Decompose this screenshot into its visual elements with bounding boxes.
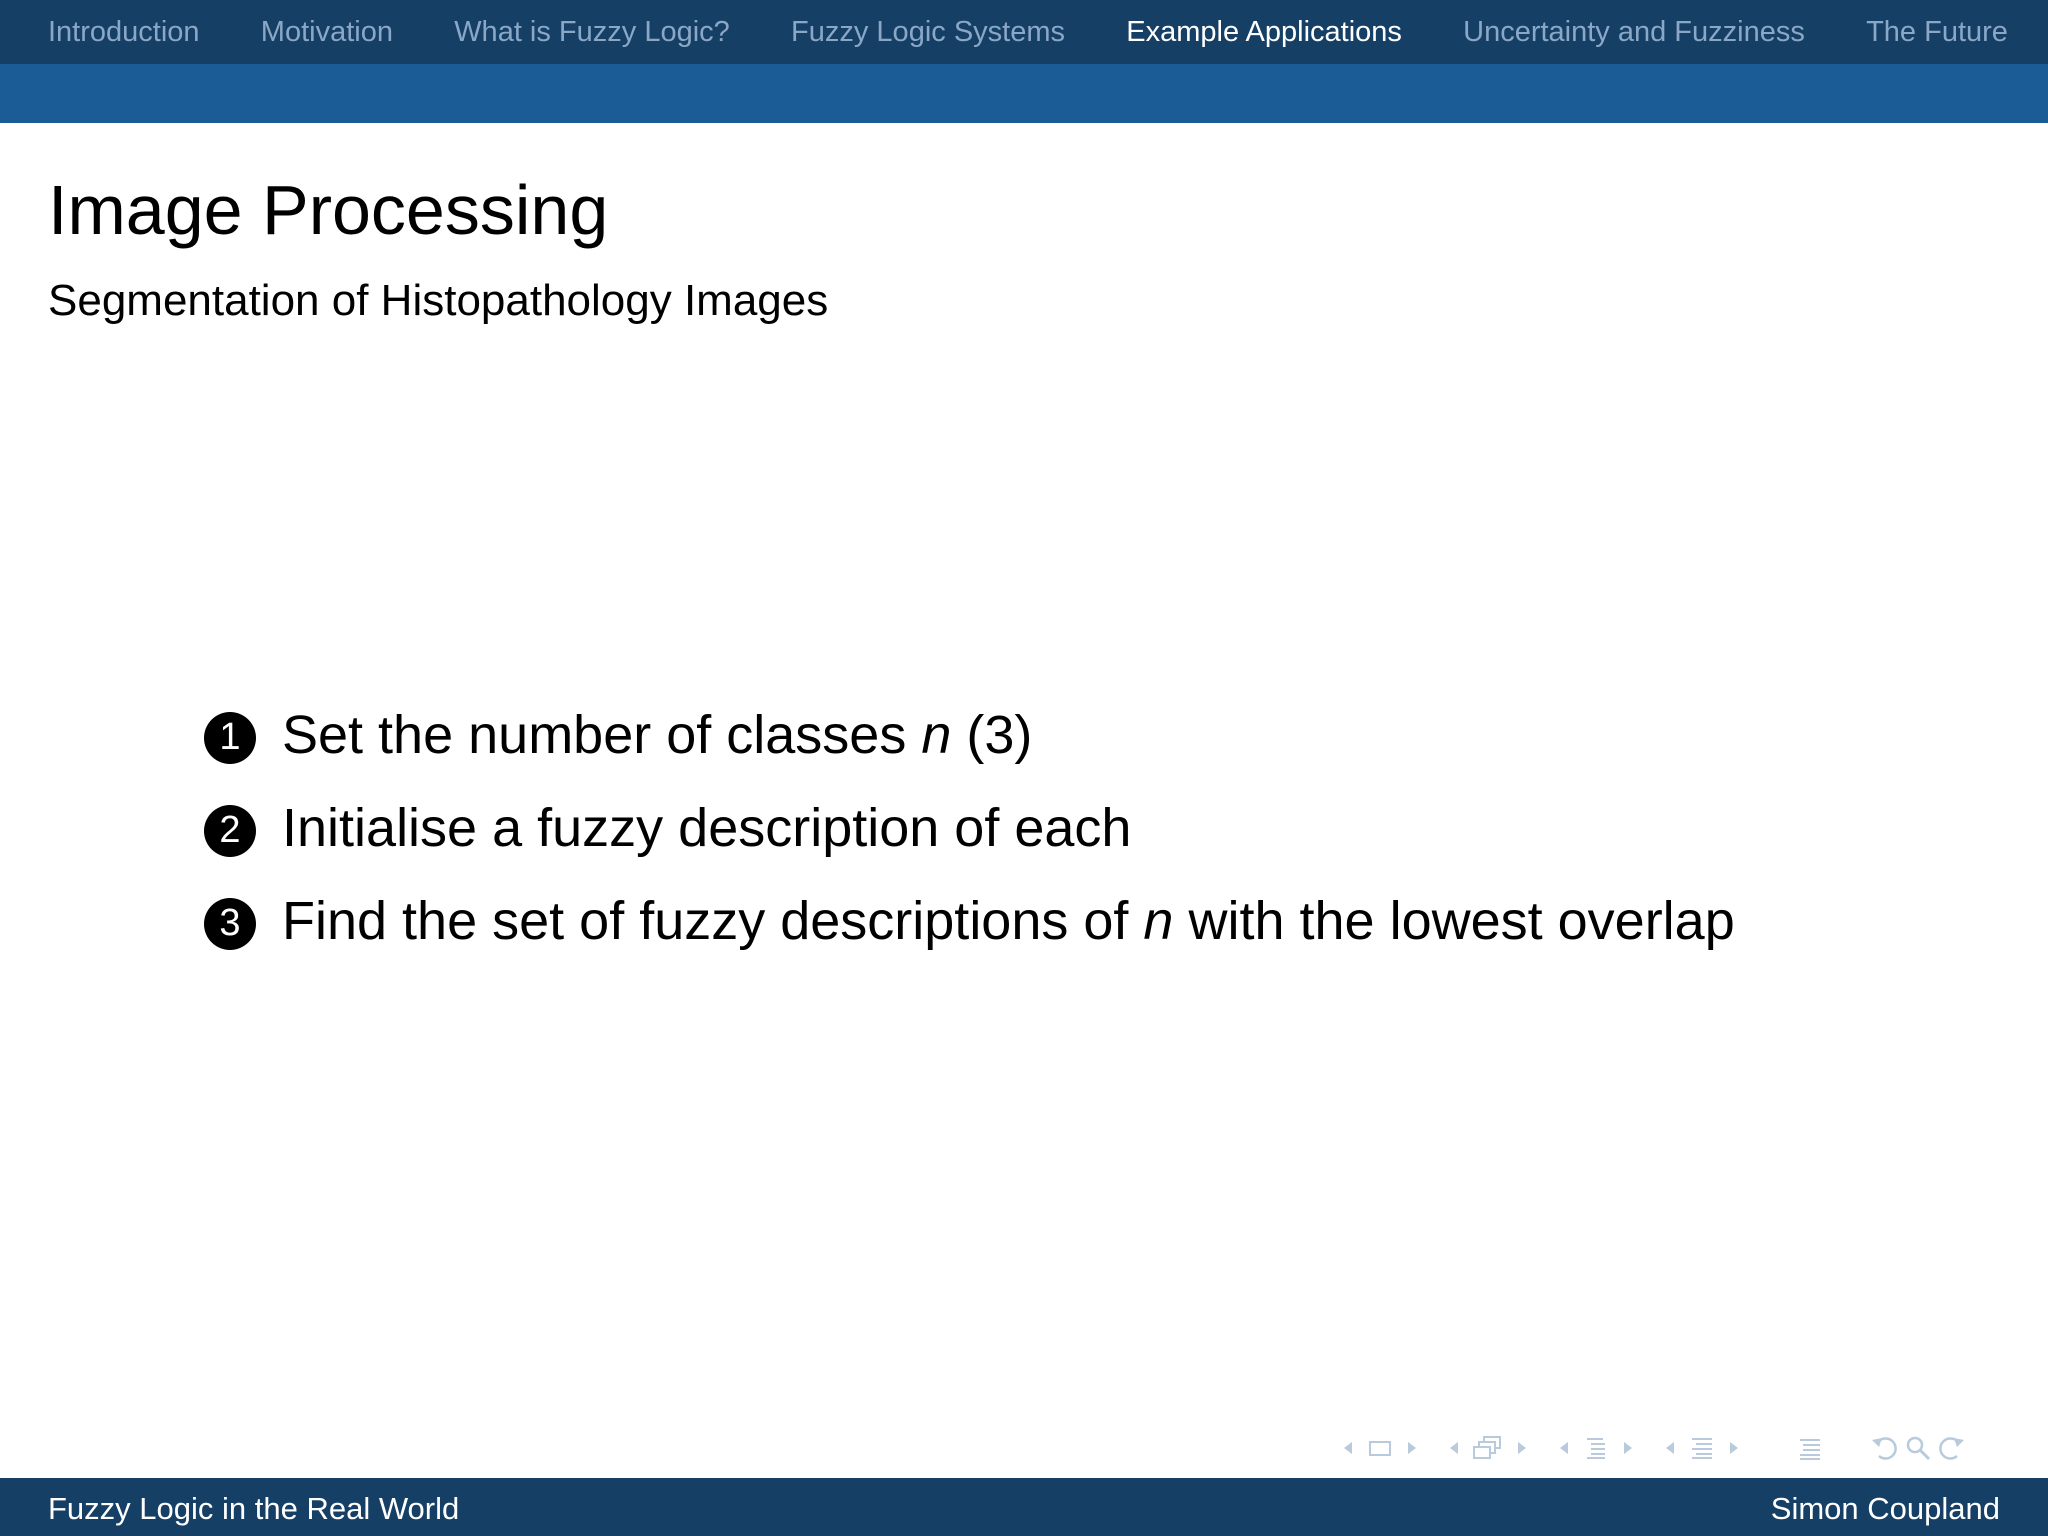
- footer-title: Fuzzy Logic in the Real World: [48, 1491, 460, 1526]
- document-icon[interactable]: [1790, 1432, 1830, 1464]
- arrow-left-icon[interactable]: [1336, 1432, 1360, 1464]
- step-text-part: Find the set of fuzzy descriptions of: [282, 890, 1144, 951]
- arrow-left-icon[interactable]: [1442, 1432, 1466, 1464]
- nav-section-the-future[interactable]: The Future: [1866, 15, 2008, 48]
- list-item: [204, 688, 1844, 781]
- list-item: [204, 781, 1844, 874]
- arrow-right-icon[interactable]: [1400, 1432, 1424, 1464]
- step-variable: n: [1143, 890, 1174, 951]
- slide-icon[interactable]: [1360, 1432, 1400, 1464]
- arrow-right-icon[interactable]: [1722, 1432, 1746, 1464]
- section-navigation: [48, 0, 2008, 64]
- step-text: [282, 797, 1131, 859]
- footer-author: Simon Coupland: [1770, 1491, 2000, 1526]
- step-text-part: Set the number of classes: [282, 704, 922, 765]
- arrow-right-icon[interactable]: [1510, 1432, 1534, 1464]
- nav-section-motivation[interactable]: Motivation: [260, 15, 393, 48]
- nav-section-what-is-fuzzy-logic[interactable]: What is Fuzzy Logic?: [454, 15, 730, 48]
- subsection-icon[interactable]: [1576, 1432, 1616, 1464]
- forward-icon[interactable]: [1934, 1432, 1968, 1464]
- section-navigation-bar: [0, 0, 2048, 64]
- step-text-part: Initialise a fuzzy description of each: [282, 797, 1132, 858]
- step-text: [282, 704, 1032, 766]
- search-icon[interactable]: [1902, 1432, 1934, 1464]
- step-number-badge: 1: [204, 712, 256, 764]
- arrow-right-icon[interactable]: [1616, 1432, 1640, 1464]
- back-icon[interactable]: [1868, 1432, 1902, 1464]
- step-variable: n: [921, 704, 952, 765]
- nav-section-example-applications[interactable]: Example Applications: [1126, 15, 1402, 48]
- arrow-left-icon[interactable]: [1552, 1432, 1576, 1464]
- step-list: [204, 688, 1844, 967]
- step-number-badge: 2: [204, 805, 256, 857]
- arrow-left-icon[interactable]: [1658, 1432, 1682, 1464]
- beamer-navigation-symbols: [1336, 1432, 2036, 1464]
- frame-title: Image Processing: [48, 171, 609, 249]
- list-item: [204, 874, 1844, 967]
- nav-section-fuzzy-logic-systems[interactable]: Fuzzy Logic Systems: [791, 15, 1066, 48]
- nav-section-introduction[interactable]: Introduction: [48, 15, 200, 48]
- section-icon[interactable]: [1682, 1432, 1722, 1464]
- footer-bar: [0, 1478, 2048, 1536]
- step-number-badge: 3: [204, 898, 256, 950]
- nav-section-uncertainty-and-fuzziness[interactable]: Uncertainty and Fuzziness: [1463, 15, 1805, 48]
- frames-icon[interactable]: [1466, 1432, 1510, 1464]
- frame-subtitle: Segmentation of Histopathology Images: [48, 276, 829, 325]
- step-text: [282, 890, 1735, 952]
- step-text-part: (3): [951, 704, 1033, 765]
- step-text-part: with the lowest overlap: [1173, 890, 1735, 951]
- subsection-bar: [0, 64, 2048, 123]
